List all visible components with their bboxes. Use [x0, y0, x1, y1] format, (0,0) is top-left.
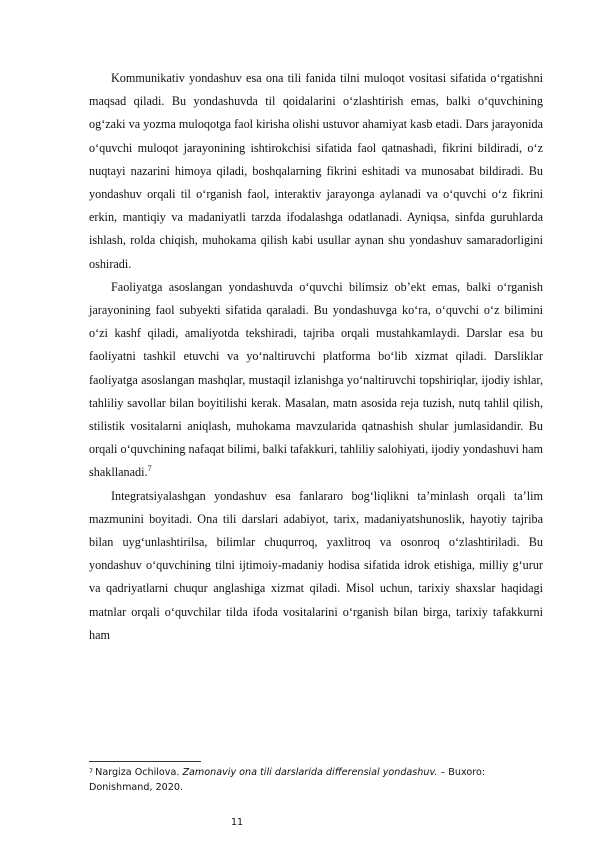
page-number: 11 [231, 817, 244, 828]
footnote-title: Zamonaviy ona tili darslarida differensial yondashuv. [182, 767, 438, 778]
paragraph-activity-approach [89, 276, 543, 485]
paragraph-activity-text: Faoliyatga asoslangan yondashuvda o‘quvchi bilimsiz ob’ekt emas, balki o‘rganish jarayonining faol subyekti sifatida qaraladi. Bu yondashuvga ko‘ra, o‘quvchi o‘z bilimini o‘zi kashf qiladi, amaliyotda tekshiradi, tajriba orqali mustahkamlaydi. Darslar esa bu faoliyatni tashkil etuvchi va yo‘naltiruvchi platforma bo‘lib xizmat qiladi. Darsliklar faoliyatga asoslangan mashqlar, mustaqil izlanishga yo‘naltiruvchi topshiriqlar, ijodiy ishlar, tahliliy savollar bilan boyitilishi kerak. Masalan, matn asosida reja tuzish, nutq tahlil qilish, stilistik vositalarni aniqlash, muhokama mavzularida qatnashish shular jumlasidandir. Bu orqali o‘quvchining nafaqat bilimi, balki tafakkuri, tahliliy salohiyati, ijodiy yondashuvi ham shakllanadi. [89, 279, 543, 480]
footnote-author: Nargiza Ochilova. [95, 767, 183, 778]
footnote-divider [89, 761, 201, 762]
paragraph-communicative-approach: Kommunikativ yondashuv esa ona tili fanida tilni muloqot vositasi sifatida o‘rgatishni maqsad qiladi. Bu yondashuvda til qoidalarini o‘zlashtirish emas, balki o‘quvchining og‘zaki va yozma muloqotga faol kirisha olishi ustuvor ahamiyat kasb etadi. Dars jarayonida o‘quvchi muloqot jarayonining ishtirokchisi sifatida faol qatnashadi, fikrini bildiradi, o‘z nuqtayi nazarini himoya qiladi, boshqalarning fikrini eshitadi va munosabat bildiradi. Bu yondashuv orqali til o‘rganish faol, interaktiv jarayonga aylanadi va o‘quvchi o‘z fikrini erkin, mantiqiy va madaniyatli tarzda ifodalashga odatlanadi. Ayniqsa, sinfda guruhlarda ishlash, rolda chiqish, muhokama qilish kabi usullar aynan shu yondashuv samaradorligini oshiradi. [89, 71, 543, 271]
footnote [89, 764, 543, 795]
paragraph-integrated-approach: Integratsiyalashgan yondashuv esa fanlararo bog‘liqlikni ta’minlash orqali ta’lim mazmunini boyitadi. Ona tili darslari adabiyot, tarix, madaniyatshunoslik, hayotiy tajriba bilan uyg‘unlashtirilsa, bilimlar chuqurroq, yaxlitroq va osonroq o‘zlashtiriladi. Bu yondashuv o‘quvchining tilni ijtimoiy-madaniy hodisa sifatida idrok etishiga, milliy g‘urur va qadriyatlarni chuqur anglashiga xizmat qiladi. Misol uchun, tarixiy shaxslar haqidagi matnlar orqali o‘quvchilar tilda ifoda vositalarini o‘rganish bilan birga, tarixiy tafakkurni ham [89, 488, 543, 642]
footnote-publisher: – Buxoro: Donishmand, 2020. [89, 767, 486, 793]
footnote-reference[interactable]: 7 [147, 464, 152, 474]
footnote-number: 7 [89, 767, 94, 775]
page-body [89, 67, 543, 647]
